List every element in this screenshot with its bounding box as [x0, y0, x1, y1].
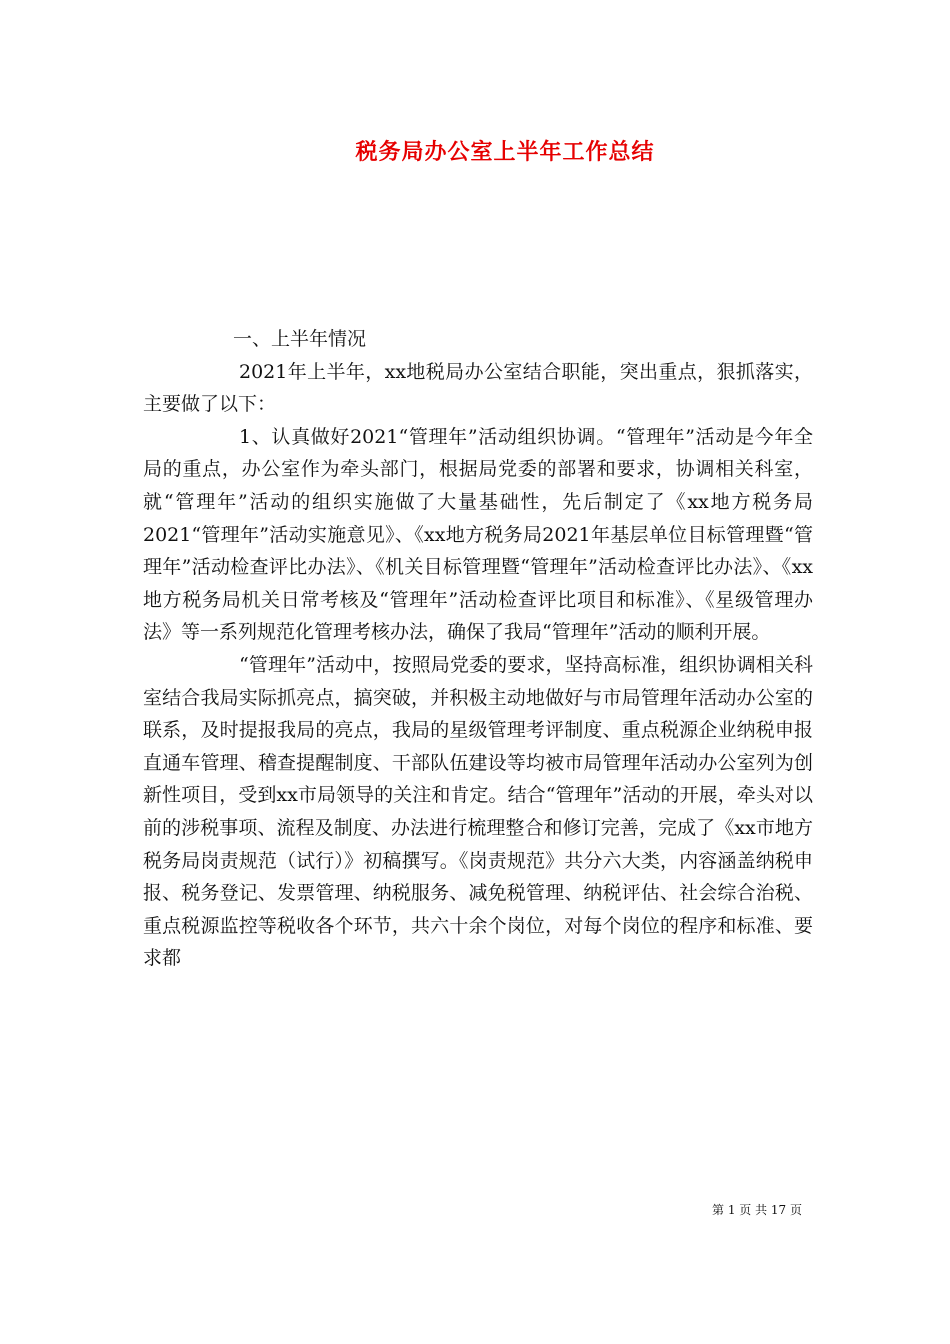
paragraph-intro: 2021年上半年，xx地税局办公室结合职能，突出重点，狠抓落实，主要做了以下： — [143, 360, 813, 416]
section-heading: 一、上半年情况 — [233, 328, 367, 350]
document-title: 税务局办公室上半年工作总结 — [355, 139, 655, 165]
page-number-footer: 第 1 页 共 17 页 — [712, 1203, 802, 1217]
paragraph-activity-details: “管理年”活动中，按照局党委的要求，坚持高标准，组织协调相关科室结合我局实际抓亮点，搞突破，并积极主动地做好与市局管理年活动办公室的联系，及时提报我局的亮点，我局的星级管理考评制度、重点税源企业纳税申报直通车管理、稽查提醒制度、干部队伍建设等均被市局管理年活动办公室列为创新性项目，受到xx市局领导的关注和肯定。结合“管理年”活动的开展，牵头对以前的涉税事项、流程及制度、办法进行梳理整合和修订完善，完成了《xx市地方税务局岗责规范（试行）》初稿撰写。《岗责规范》共分六大类，内容涵盖纳税申报、税务登记、发票管理、纳税服务、减免税管理、纳税评估、社会综合治税、重点税源监控等税收各个环节，共六十余个岗位，对每个岗位的程序和标准、要求都 — [143, 653, 813, 970]
paragraph-management-year: 1、认真做好2021“管理年”活动组织协调。“管理年”活动是今年全局的重点，办公室作为牵头部门，根据局党委的部署和要求，协调相关科室，就“管理年”活动的组织实施做了大量基础性，先后制定了《xx地方税务局2021“管理年”活动实施意见》、《xx地方税务局2021年基层单位目标管理暨“管理年”活动检查评比办法》、《机关目标管理暨“管理年”活动检查评比办法》、《xx地方税务局机关日常考核及“管理年”活动检查评比项目和标准》、《星级管理办法》等一系列规范化管理考核办法，确保了我局“管理年”活动的顺利开展。 — [143, 425, 813, 644]
document-body — [143, 323, 813, 975]
